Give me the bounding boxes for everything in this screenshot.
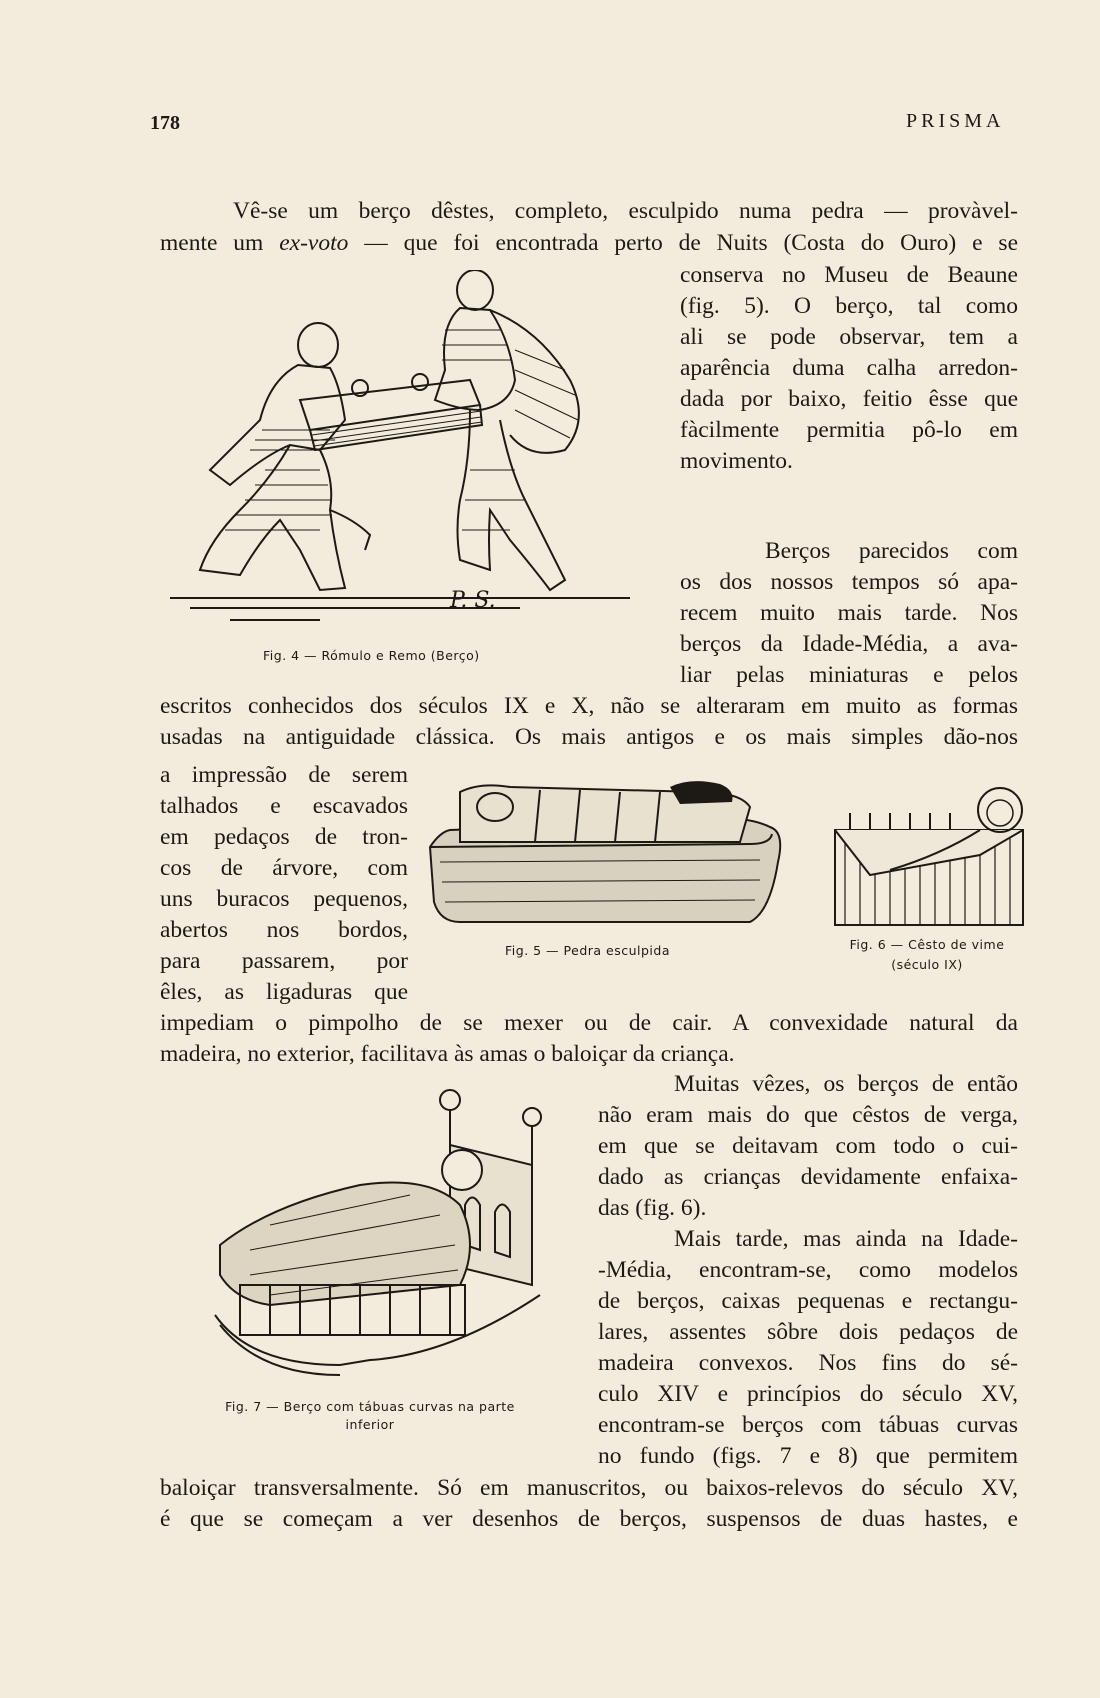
text-line: fàcilmente permitia pô-lo em: [680, 417, 1018, 443]
text-line: êles, as ligaduras que: [160, 979, 408, 1005]
text-fragment: — que foi encontrada perto de Nuits (Costa do Ouro) e se: [364, 230, 1019, 256]
figure-7-illustration: [210, 1085, 550, 1385]
text-line: encontram-se berços com tábuas curvas: [598, 1412, 1018, 1438]
figure-6-caption-line2: (século IX): [891, 957, 963, 972]
text-line: -Média, encontram-se, como modelos: [598, 1257, 1018, 1283]
text-line: abertos nos bordos,: [160, 917, 408, 943]
figure-7-caption: [160, 1398, 580, 1434]
text-line: dado as crianças devidamente enfaixa-: [598, 1164, 1018, 1190]
text-line: impediam o pimpolho de se mexer ou de cair. A convexidade natural da: [160, 1010, 1018, 1036]
text-line: recem muito mais tarde. Nos: [680, 600, 1018, 626]
text-line: movimento.: [680, 448, 793, 474]
text-line: conserva no Museu de Beaune: [680, 262, 1018, 288]
text-line: culo XIV e princípios do século XV,: [598, 1381, 1018, 1407]
text-line: não eram mais do que cêstos de verga,: [598, 1102, 1018, 1128]
text-line: usadas na antiguidade clássica. Os mais antigos e os mais simples dão-nos: [160, 724, 1018, 750]
text-line: para passarem, por: [160, 948, 408, 974]
figure-5-illustration: [420, 772, 785, 932]
text-line: uns buracos pequenos,: [160, 886, 408, 912]
text-line: cos de árvore, com: [160, 855, 408, 881]
figure-4-illustration: [170, 270, 650, 640]
text-line: Vê-se um berço dêstes, completo, esculpido numa pedra — provàvel-: [233, 198, 1018, 224]
text-fragment: mente um: [160, 230, 264, 256]
text-line: ali se pode observar, tem a: [680, 324, 1018, 350]
text-line: baloiçar transversalmente. Só em manuscritos, ou baixos-relevos do século XV,: [160, 1475, 1018, 1501]
text-line: (fig. 5). O berço, tal como: [680, 293, 1018, 319]
figure-6-caption: [822, 935, 1032, 975]
text-line: no fundo (figs. 7 e 8) que permitem: [598, 1443, 1018, 1469]
figure-4-signature: P. S.: [450, 588, 496, 613]
text-line: é que se começam a ver desenhos de berços, suspensos de duas hastes, e: [160, 1506, 1018, 1532]
figure-4-romulus-remus: [170, 270, 650, 640]
figure-6-caption-line1: Fig. 6 — Cêsto de vime: [849, 937, 1005, 952]
figure-6-illustration: [830, 785, 1030, 930]
text-line: berços da Idade-Média, a ava-: [680, 631, 1018, 657]
text-line: os dos nossos tempos só apa-: [680, 569, 1018, 595]
text-line: Mais tarde, mas ainda na Idade-: [674, 1226, 1018, 1252]
figure-4-caption: Fig. 4 — Rómulo e Remo (Berço): [263, 648, 480, 663]
figure-5-caption: Fig. 5 — Pedra esculpida: [505, 943, 670, 958]
running-title: PRISMA: [906, 110, 1005, 132]
text-line: dada por baixo, feitio êsse que: [680, 386, 1018, 412]
text-line: a impressão de serem: [160, 762, 408, 788]
text-line: madeira, no exterior, facilitava às amas o baloiçar da criança.: [160, 1041, 735, 1067]
text-line: Berços parecidos com: [765, 538, 1018, 564]
text-line: talhados e escavados: [160, 793, 408, 819]
text-line: das (fig. 6).: [598, 1195, 707, 1221]
text-line: em que se deitavam com todo o cui-: [598, 1133, 1018, 1159]
figure-7-rocker-cradle: [210, 1085, 550, 1385]
figure-7-caption-line1: Fig. 7 — Berço com tábuas curvas na parte: [225, 1399, 515, 1414]
text-italic-fragment: ex-voto: [279, 230, 349, 256]
figure-5-carved-stone: [420, 772, 785, 932]
figure-6-wicker-basket: [830, 785, 1030, 930]
text-line: em pedaços de tron-: [160, 824, 408, 850]
text-line-exvoto: [160, 228, 1018, 259]
page-number: 178: [150, 112, 180, 134]
figure-7-caption-line2: inferior: [345, 1417, 395, 1432]
text-line: escritos conhecidos dos séculos IX e X, não se alteraram em muito as formas: [160, 693, 1018, 719]
text-line: Muitas vêzes, os berços de então: [674, 1071, 1018, 1097]
text-line: liar pelas miniaturas e pelos: [680, 662, 1018, 688]
text-line: madeira convexos. Nos fins do sé-: [598, 1350, 1018, 1376]
text-line: lares, assentes sôbre dois pedaços de: [598, 1319, 1018, 1345]
text-line: aparência duma calha arredon-: [680, 355, 1018, 381]
text-line: de berços, caixas pequenas e rectangu-: [598, 1288, 1018, 1314]
